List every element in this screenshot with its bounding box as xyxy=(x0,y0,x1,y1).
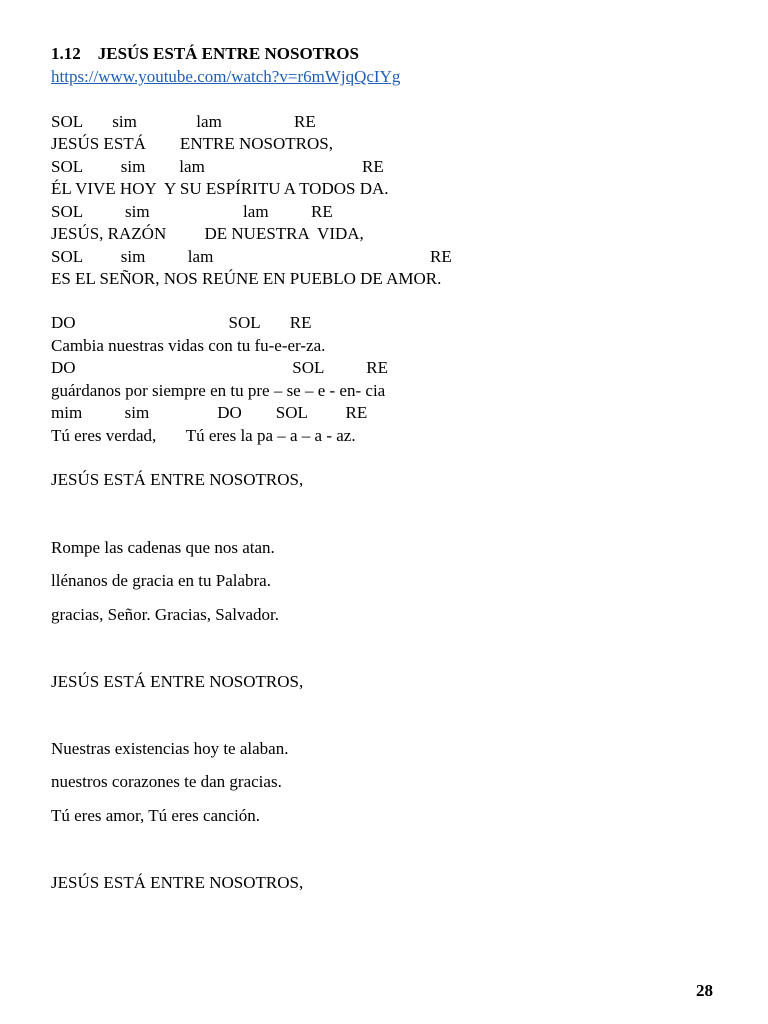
stanza-2-line-2: llénanos de gracia en tu Palabra. xyxy=(51,571,271,590)
chorus-lyric-3: Tú eres verdad, Tú eres la pa – a – a - az. xyxy=(51,426,356,445)
chorus-chords-3: mim sim DO SOL RE xyxy=(51,403,368,422)
refrain-1: JESÚS ESTÁ ENTRE NOSOTROS, xyxy=(51,470,304,489)
song-title-text: JESÚS ESTÁ ENTRE NOSOTROS xyxy=(97,44,359,63)
stanza-2-line-3: gracias, Señor. Gracias, Salvador. xyxy=(51,605,280,624)
stanza-3-line-3: Tú eres amor, Tú eres canción. xyxy=(51,806,261,825)
refrain-3: JESÚS ESTÁ ENTRE NOSOTROS, xyxy=(51,873,304,892)
song-title xyxy=(51,44,359,64)
page-number: 28 xyxy=(696,981,713,1000)
stanza-2-line-1: Rompe las cadenas que nos atan. xyxy=(51,538,275,557)
verse-chords-1: SOL sim lam RE xyxy=(51,112,316,131)
verse-chords-4: SOL sim lam RE xyxy=(51,247,452,266)
verse-lyric-3: JESÚS, RAZÓN DE NUESTRA VIDA, xyxy=(51,224,364,243)
stanza-3-line-1: Nuestras existencias hoy te alaban. xyxy=(51,739,289,758)
verse-chords-2: SOL sim lam RE xyxy=(51,157,384,176)
refrain-2: JESÚS ESTÁ ENTRE NOSOTROS, xyxy=(51,672,304,691)
chorus-lyric-2: guárdanos por siempre en tu pre – se – e - en- cia xyxy=(51,381,386,400)
chorus-lyric-1: Cambia nuestras vidas con tu fu-e-er-za. xyxy=(51,336,326,355)
verse-lyric-2: ÉL VIVE HOY Y SU ESPÍRITU A TODOS DA. xyxy=(51,179,389,198)
stanza-3-line-2: nuestros corazones te dan gracias. xyxy=(51,772,282,791)
verse-lyric-1: JESÚS ESTÁ ENTRE NOSOTROS, xyxy=(51,134,333,153)
song-number: 1.12 xyxy=(51,44,81,63)
verse-lyric-4: ES EL SEÑOR, NOS REÚNE EN PUEBLO DE AMOR. xyxy=(51,269,442,288)
chorus-chords-2: DO SOL RE xyxy=(51,358,389,377)
youtube-link[interactable]: https://www.youtube.com/watch?v=r6mWjqQcIYg xyxy=(51,67,401,86)
verse-chords-3: SOL sim lam RE xyxy=(51,202,333,221)
chorus-chords-1: DO SOL RE xyxy=(51,313,312,332)
